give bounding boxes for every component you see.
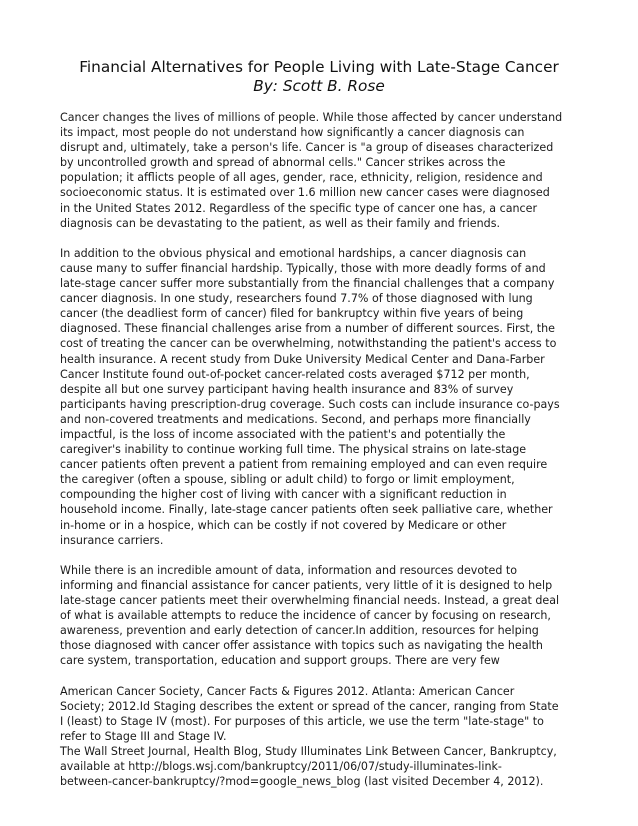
text-line: While there is an incredible amount of data, information and resources devoted to	[60, 563, 518, 577]
text-line: of what is available attempts to reduce the incidence of cancer by focusing on research,	[60, 609, 551, 623]
text-line: household income. Finally, late-stage cancer patients often seek palliative care, whether	[60, 503, 553, 517]
paragraph-gap	[60, 668, 600, 683]
text-line: available at http://blogs.wsj.com/bankruptcy/2011/06/07/study-illuminates-link-	[60, 760, 502, 774]
text-line: diagnosed. These financial challenges arise from a number of different sources. First, the	[60, 322, 556, 336]
text-line: in the United States 2012. Regardless of the specific type of cancer one has, a cancer	[60, 201, 538, 215]
footnotes-paragraph	[60, 684, 600, 790]
paragraph-gap	[60, 548, 600, 563]
text-line: cost of treating the cancer can be overwhelming, notwithstanding the patient's access to	[60, 337, 557, 351]
text-line: caregiver's inability to continue working full time. The physical strains on late-stage	[60, 443, 527, 457]
text-line: In addition to the obvious physical and emotional hardships, a cancer diagnosis can	[60, 246, 527, 260]
text-line: and non-covered treatments and medications. Second, and perhaps more financially	[60, 412, 531, 426]
text-line: disrupt and, ultimately, take a person's life. Cancer is "a group of diseases characterized	[60, 141, 554, 155]
text-line: in-home or in a hospice, which can be costly if not covered by Medicare or other	[60, 518, 507, 532]
text-line: refer to Stage III and Stage IV.	[60, 729, 227, 743]
paragraph-gap	[60, 231, 600, 246]
text-line: late-stage cancer patients meet their overwhelming financial needs. Instead, a great deal	[60, 594, 560, 607]
text-line: compounding the higher cost of living with cancer with a significant reduction in	[60, 488, 507, 502]
text-line: cancer patients often prevent a patient from remaining employed and can even require	[60, 458, 548, 472]
text-line: between-cancer-bankruptcy/?mod=google_news_blog (last visited December 4, 2012).	[60, 775, 544, 789]
document-byline: By: Scott B. Rose	[253, 77, 385, 95]
text-line: I (least) to Stage IV (most). For purposes of this article, we use the term "late-stage" to	[60, 714, 544, 728]
text-line: diagnosis can be devastating to the patient, as well as their family and friends.	[60, 216, 501, 230]
text-line: by uncontrolled growth and spread of abnormal cells." Cancer strikes across the	[60, 156, 506, 170]
document-body	[60, 110, 600, 789]
text-line: late-stage cancer suffer more substantially from the financial challenges that a company	[60, 277, 555, 291]
text-line: the caregiver (often a spouse, sibling or adult child) to forgo or limit employment,	[60, 473, 515, 487]
text-line: The Wall Street Journal, Health Blog, Study Illuminates Link Between Cancer, Bankruptcy,	[60, 744, 557, 758]
body-paragraph	[60, 246, 600, 548]
text-line: Society; 2012.Id Staging describes the extent or spread of the cancer, ranging from State	[60, 699, 559, 713]
document-title: Financial Alternatives for People Living with Late-Stage Cancer	[79, 58, 559, 76]
text-line: Cancer Institute found out-of-pocket cancer-related costs averaged $712 per month,	[60, 367, 530, 381]
text-line: cause many to suffer financial hardship. Typically, those with more deadly forms of and	[60, 261, 546, 275]
text-line: American Cancer Society, Cancer Facts & Figures 2012. Atlanta: American Cancer	[60, 684, 515, 698]
text-line: care system, transportation, education and support groups. There are very few	[60, 654, 500, 668]
text-line: despite all but one survey participant having health insurance and 83% of survey	[60, 382, 514, 396]
text-line: cancer (the deadliest form of cancer) filed for bankruptcy within five years of being	[60, 307, 524, 321]
text-line: health insurance. A recent study from Duke University Medical Center and Dana-Farber	[60, 352, 545, 366]
text-line: its impact, most people do not understand how significantly a cancer diagnosis can	[60, 126, 525, 140]
text-line: those diagnosed with cancer offer assistance with topics such as navigating the health	[60, 639, 543, 653]
text-line: socioeconomic status. It is estimated over 1.6 million new cancer cases were diagnosed	[60, 186, 550, 200]
text-line: informing and financial assistance for cancer patients, very little of it is designed to help	[60, 578, 553, 592]
text-line: Cancer changes the lives of millions of people. While those affected by cancer understand	[60, 111, 563, 124]
text-line: awareness, prevention and early detection of cancer.In addition, resources for helping	[60, 624, 539, 638]
body-paragraph	[60, 563, 600, 669]
text-line: impactful, is the loss of income associated with the patient's and potentially the	[60, 427, 506, 441]
text-line: insurance carriers.	[60, 533, 164, 547]
body-paragraph	[60, 110, 600, 231]
text-line: cancer diagnosis. In one study, researchers found 7.7% of those diagnosed with lung	[60, 292, 533, 306]
text-line: population; it afflicts people of all ages, gender, race, ethnicity, religion, residence and	[60, 171, 543, 185]
text-line: participants having prescription-drug coverage. Such costs can include insurance co-pays	[60, 397, 560, 411]
